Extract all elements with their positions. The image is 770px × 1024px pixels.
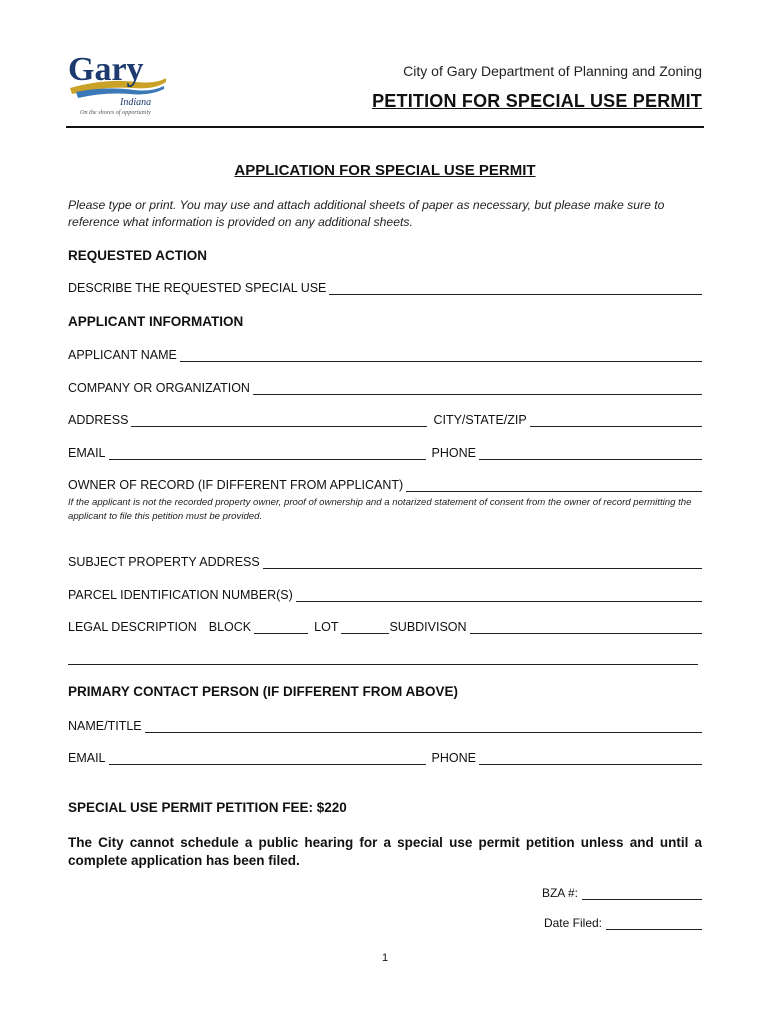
form-instructions: Please type or print. You may use and attach additional sheets of paper as necessary, but please make sure to reference what information is provided on any additional sheets. — [68, 198, 665, 229]
email-row — [68, 446, 702, 460]
date-filed-row — [544, 916, 702, 930]
logo-tagline: On the shores of opportunity — [80, 109, 151, 116]
logo-state: Indiana — [120, 97, 152, 108]
parcel-row — [68, 588, 702, 602]
applicant-name-field[interactable] — [180, 349, 702, 362]
contact-email-field[interactable] — [109, 752, 426, 765]
gary-logo-image — [66, 48, 170, 118]
legal-description-row — [68, 620, 702, 634]
requested-action-heading: REQUESTED ACTION — [68, 248, 208, 263]
block-label: BLOCK — [208, 620, 252, 634]
legal-description-continuation-field[interactable] — [68, 664, 698, 665]
date-filed-label: Date Filed: — [543, 916, 602, 930]
owner-note: If the applicant is not the recorded property owner, proof of ownership and a notarized statement of consent from the owner of record permitting the applicant to file this petition must be provided. — [68, 497, 692, 522]
applicant-information-heading: APPLICANT INFORMATION — [68, 314, 244, 329]
phone-label: PHONE — [431, 446, 476, 460]
applicant-name-label: APPLICANT NAME — [68, 348, 177, 362]
city-state-zip-label: CITY/STATE/ZIP — [433, 413, 527, 427]
bza-number-field[interactable] — [582, 888, 702, 900]
company-label: COMPANY OR ORGANIZATION — [68, 381, 250, 395]
owner-of-record-label: OWNER OF RECORD (IF DIFFERENT FROM APPLICANT) — [68, 478, 404, 492]
address-row — [68, 413, 702, 427]
email-label: EMAIL — [68, 446, 106, 460]
block-field[interactable] — [254, 621, 308, 634]
subdivision-label: SUBDIVISON — [389, 620, 467, 634]
lot-field[interactable] — [341, 621, 389, 634]
address-label: ADDRESS — [68, 413, 129, 427]
contact-name-label: NAME/TITLE — [68, 719, 142, 733]
page-number: 1 — [381, 952, 389, 964]
city-state-zip-field[interactable] — [530, 414, 702, 427]
requested-use-row — [68, 281, 702, 295]
petition-fee: SPECIAL USE PERMIT PETITION FEE: $220 — [68, 800, 347, 815]
property-address-label: SUBJECT PROPERTY ADDRESS — [68, 555, 260, 569]
requested-use-label: DESCRIBE THE REQUESTED SPECIAL USE — [68, 281, 327, 295]
application-title: APPLICATION FOR SPECIAL USE PERMIT — [234, 162, 536, 179]
contact-name-field[interactable] — [145, 720, 702, 733]
contact-phone-field[interactable] — [479, 752, 702, 765]
bza-number-row — [542, 886, 702, 900]
department-name: City of Gary Department of Planning and Zoning — [403, 63, 702, 79]
contact-name-row — [68, 719, 702, 733]
property-address-row — [68, 555, 702, 569]
gary-indiana-logo — [66, 48, 170, 118]
date-filed-field[interactable] — [606, 918, 702, 930]
contact-email-label: EMAIL — [68, 751, 106, 765]
parcel-field[interactable] — [296, 589, 702, 602]
contact-phone-label: PHONE — [431, 751, 476, 765]
parcel-label: PARCEL IDENTIFICATION NUMBER(S) — [68, 588, 293, 602]
contact-email-row — [68, 751, 702, 765]
phone-field[interactable] — [479, 447, 702, 460]
property-address-field[interactable] — [263, 556, 702, 569]
company-field[interactable] — [253, 382, 702, 395]
logo-wordmark: Gary — [68, 51, 144, 88]
address-field[interactable] — [131, 414, 427, 427]
header-divider — [66, 126, 704, 128]
bza-number-label: BZA #: — [541, 886, 578, 900]
owner-of-record-field[interactable] — [406, 479, 702, 492]
petition-title: PETITION FOR SPECIAL USE PERMIT — [372, 91, 702, 111]
requested-use-field[interactable] — [329, 282, 702, 295]
primary-contact-heading: PRIMARY CONTACT PERSON (IF DIFFERENT FROM ABOVE) — [68, 684, 458, 699]
email-field[interactable] — [109, 447, 426, 460]
subdivision-field[interactable] — [470, 621, 702, 634]
lot-label: LOT — [314, 620, 339, 634]
applicant-name-row — [68, 348, 702, 362]
company-row — [68, 381, 702, 395]
legal-description-label: LEGAL DESCRIPTION — [68, 620, 197, 634]
owner-of-record-row — [68, 478, 702, 492]
hearing-warning: The City cannot schedule a public hearing for a special use permit petition unless and until a complete application has been filed. — [68, 835, 702, 868]
